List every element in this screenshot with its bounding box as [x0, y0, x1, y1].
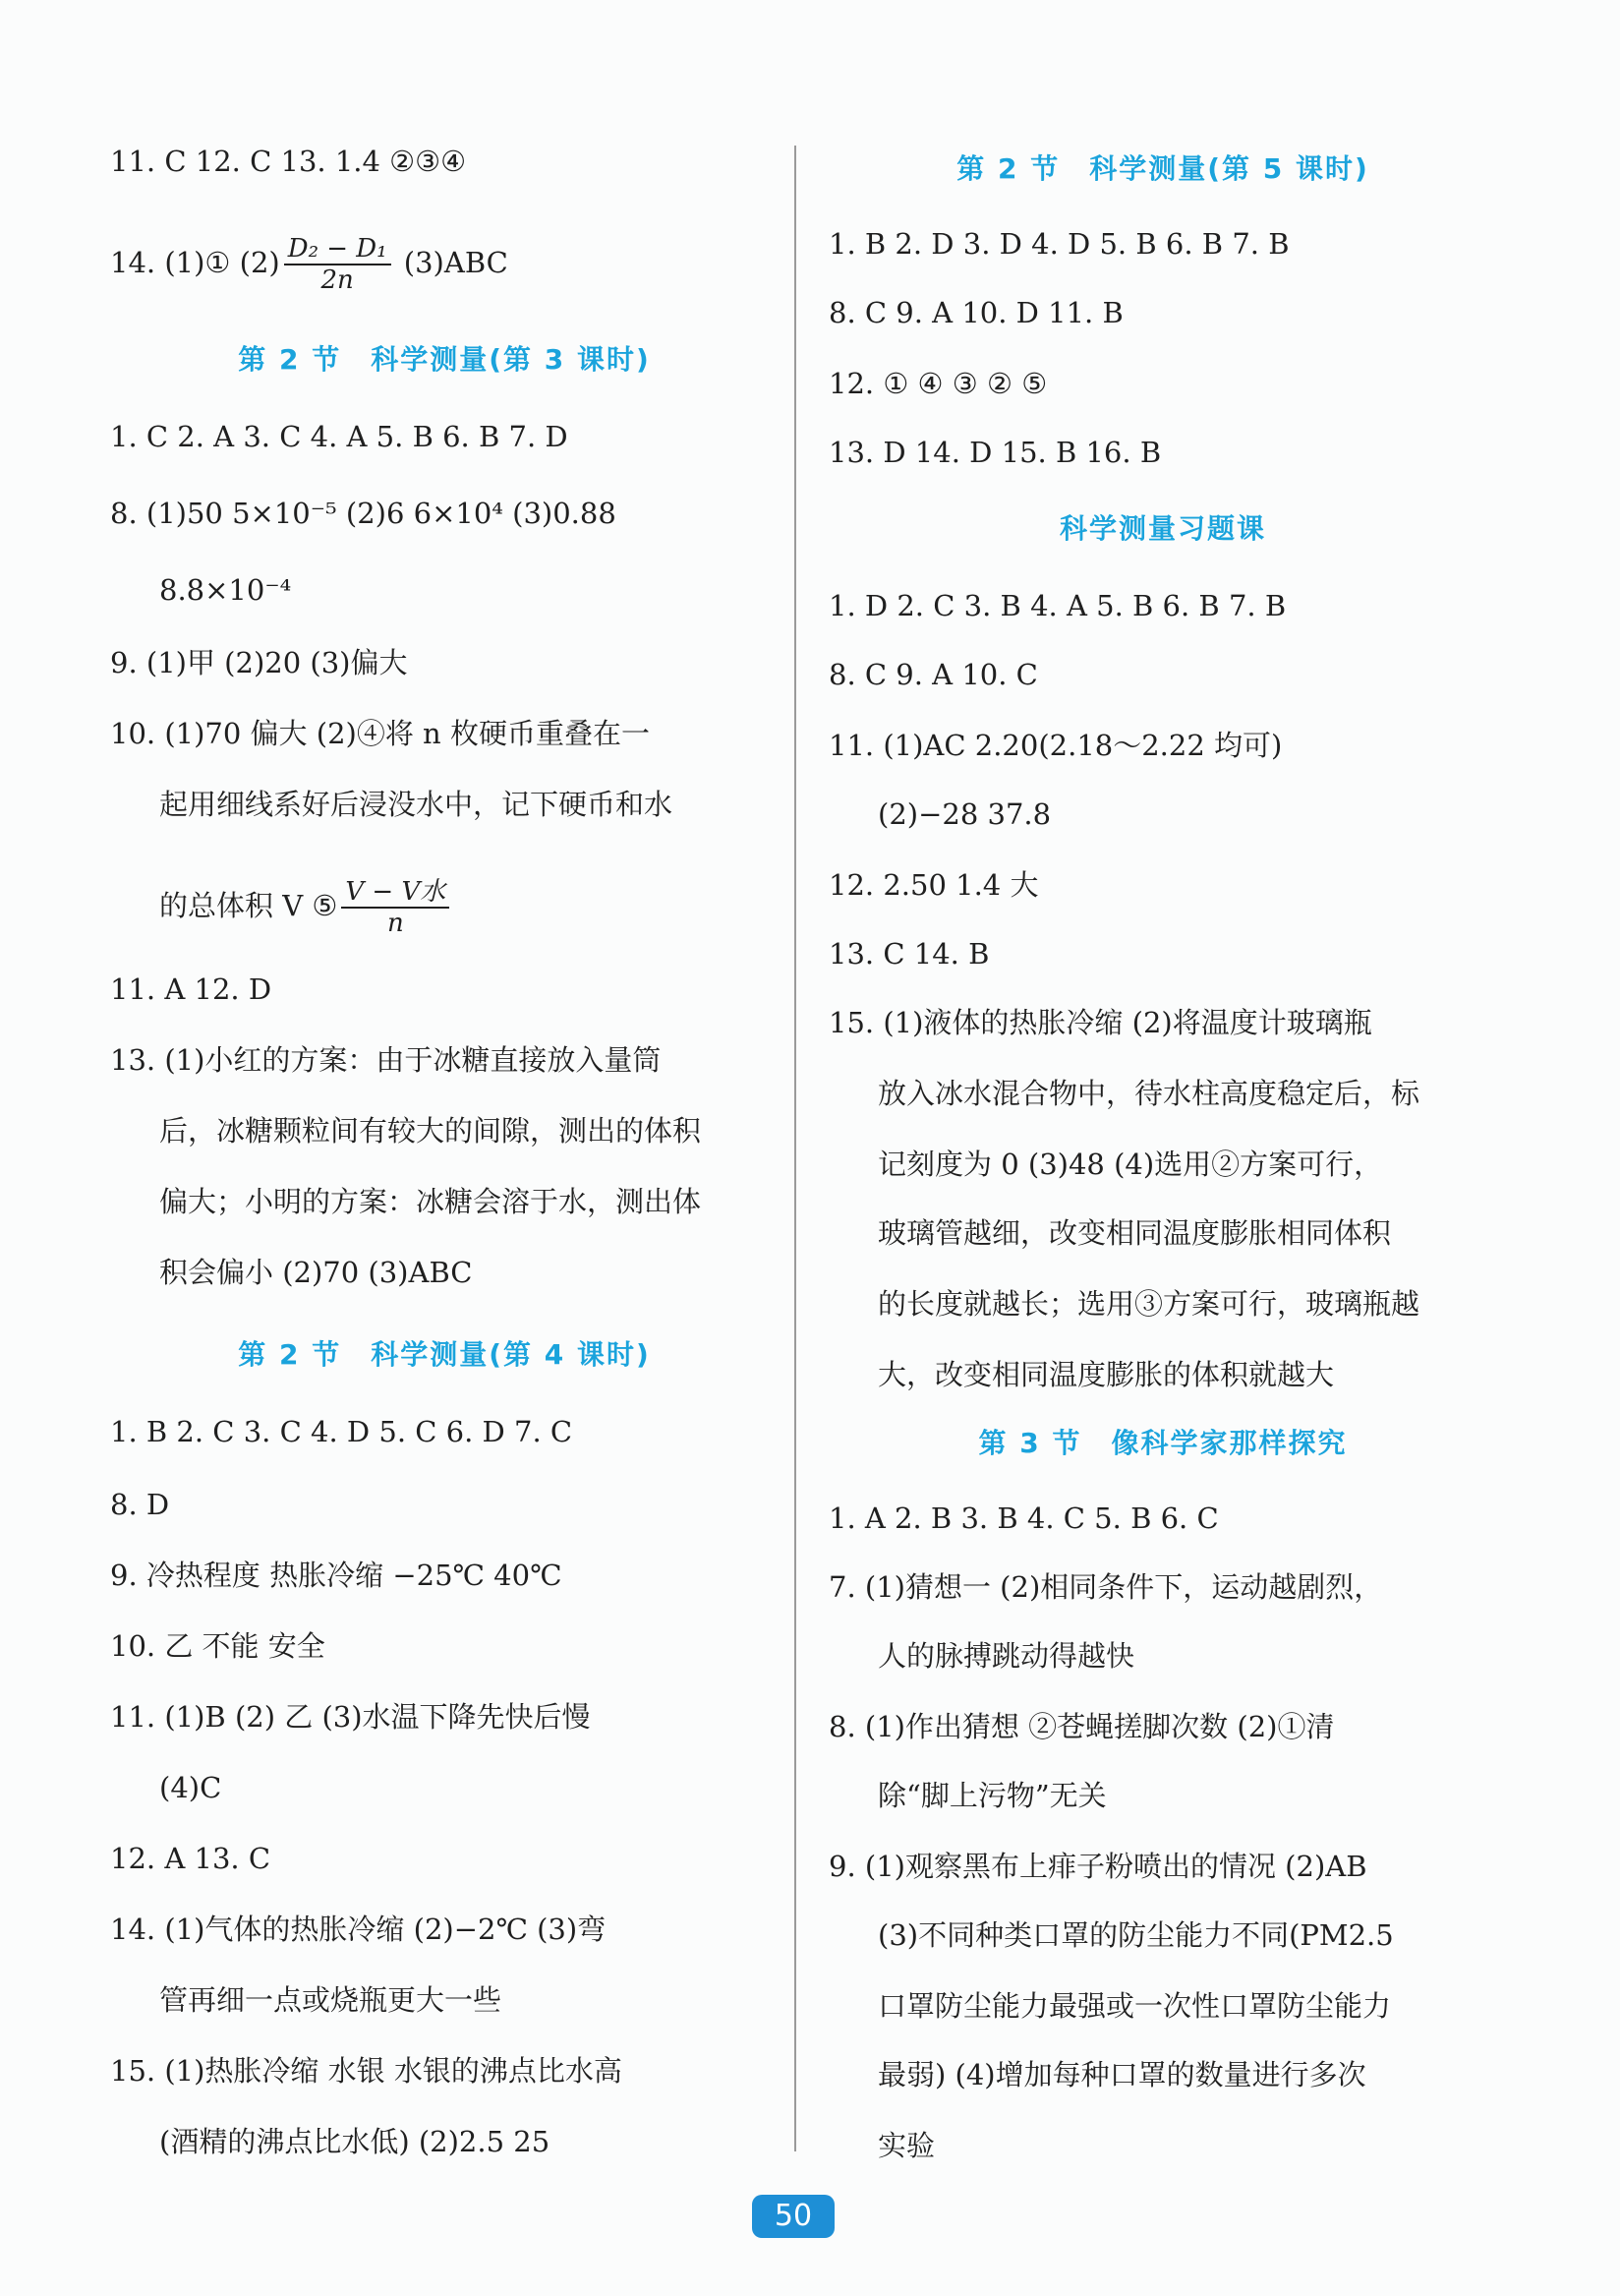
answer-line: 偏大；小明的方案：冰糖会溶于水，测出体: [159, 1185, 702, 1218]
answer-line: (酒精的沸点比水低) (2)2.5 25: [159, 2125, 550, 2158]
answer-line: 8. D: [110, 1488, 170, 1521]
answer-line: (2)−28 37.8: [878, 797, 1052, 831]
answer-line: 大，改变相同温度膨胀的体积就越大: [878, 1358, 1335, 1391]
answer-line: 10. (1)70 偏大 (2)④将 n 枚硬币重叠在一: [110, 717, 650, 750]
answer-line: 7. (1)猜想一 (2)相同条件下，运动越剧烈，: [829, 1570, 1383, 1604]
answer-line: 15. (1)热胀冷缩 水银 水银的沸点比水高: [110, 2054, 622, 2088]
fraction: [341, 877, 449, 938]
fraction: [284, 234, 391, 295]
answer-line: 除“脚上污物”无关: [878, 1779, 1107, 1812]
answer-line: 最弱) (4)增加每种口罩的数量进行多次: [878, 2058, 1366, 2091]
answer-line: 后，冰糖颗粒间有较大的间隙，测出的体积: [159, 1114, 702, 1148]
answer-line: 8. (1)50 5×10⁻⁵ (2)6 6×10⁴ (3)0.88: [110, 497, 616, 530]
answer-line: 玻璃管越细，改变相同温度膨胀相同体积: [878, 1216, 1392, 1250]
fraction-denominator: 2n: [320, 265, 354, 295]
answer-line: 11. C 12. C 13. 1.4 ②③④: [110, 145, 467, 178]
section-heading: 科学测量习题课: [1059, 512, 1266, 545]
answer-line: 10. 乙 不能 安全: [110, 1629, 325, 1663]
answer-text: (3)ABC: [394, 246, 508, 279]
answer-line: 8. C 9. A 10. C: [829, 658, 1038, 691]
answer-line: 15. (1)液体的热胀冷缩 (2)将温度计玻璃瓶: [829, 1006, 1372, 1039]
answer-line: 11. (1)AC 2.20(2.18～2.22 均可): [829, 729, 1283, 762]
answer-line: 12. A 13. C: [110, 1842, 271, 1875]
answer-line: 1. B 2. C 3. C 4. D 5. C 6. D 7. C: [110, 1415, 573, 1448]
answer-line: 12. ① ④ ③ ② ⑤: [829, 367, 1048, 400]
answer-line: 11. A 12. D: [110, 972, 272, 1006]
answer-line: 11. (1)B (2) 乙 (3)水温下降先快后慢: [110, 1700, 591, 1734]
answer-line: 起用细线系好后浸没水中，记下硬币和水: [159, 788, 673, 821]
answer-line: 9. (1)甲 (2)20 (3)偏大: [110, 646, 408, 679]
answer-line: 8. C 9. A 10. D 11. B: [829, 296, 1124, 329]
fraction-numerator: V − V水: [341, 877, 449, 909]
answer-line: (3)不同种类口罩的防尘能力不同(PM2.5: [878, 1918, 1394, 1952]
page-number-badge: 50: [752, 2195, 835, 2238]
answer-text: 14. (1)① (2): [110, 246, 280, 279]
answer-line: 12. 2.50 1.4 大: [829, 868, 1039, 902]
answer-line: 1. D 2. C 3. B 4. A 5. B 6. B 7. B: [829, 589, 1287, 622]
answer-text: 的总体积 V ⑤: [159, 889, 338, 922]
answer-line: 8.8×10⁻⁴: [159, 573, 292, 607]
answer-line: 9. (1)观察黑布上痱子粉喷出的情况 (2)AB: [829, 1850, 1367, 1883]
answer-line-with-fraction: [110, 234, 508, 295]
answer-line: 1. A 2. B 3. B 4. C 5. B 6. C: [829, 1501, 1219, 1535]
answer-line: 14. (1)气体的热胀冷缩 (2)−2℃ (3)弯: [110, 1913, 607, 1946]
section-heading: 第 2 节 科学测量(第 5 课时): [956, 152, 1369, 185]
answer-line: 积会偏小 (2)70 (3)ABC: [159, 1256, 473, 1289]
fraction-denominator: n: [386, 909, 404, 938]
answer-line-with-fraction: [159, 877, 453, 938]
answer-line: 13. D 14. D 15. B 16. B: [829, 436, 1162, 469]
answer-line: 8. (1)作出猜想 ②苍蝇搓脚次数 (2)①清: [829, 1710, 1335, 1743]
answer-line: 13. C 14. B: [829, 937, 990, 971]
answer-line: (4)C: [159, 1771, 222, 1804]
section-heading: 第 2 节 科学测量(第 3 课时): [238, 343, 651, 376]
answer-line: 管再细一点或烧瓶更大一些: [159, 1983, 502, 2017]
answer-line: 9. 冷热程度 热胀冷缩 −25℃ 40℃: [110, 1559, 562, 1592]
column-divider: [794, 146, 796, 2151]
answer-line: 人的脉搏跳动得越快: [878, 1639, 1135, 1673]
answer-line: 1. B 2. D 3. D 4. D 5. B 6. B 7. B: [829, 227, 1290, 261]
answer-line: 实验: [878, 2129, 936, 2162]
section-heading: 第 3 节 像科学家那样探究: [978, 1427, 1348, 1459]
fraction-numerator: D₂ − D₁: [284, 234, 391, 265]
answer-line: 1. C 2. A 3. C 4. A 5. B 6. B 7. D: [110, 420, 568, 453]
answer-line: 的长度就越长；选用③方案可行，玻璃瓶越: [878, 1287, 1420, 1321]
answer-line: 13. (1)小红的方案：由于冰糖直接放入量筒: [110, 1043, 662, 1077]
answer-line: 记刻度为 0 (3)48 (4)选用②方案可行，: [878, 1148, 1383, 1181]
section-heading: 第 2 节 科学测量(第 4 课时): [238, 1338, 651, 1371]
answer-line: 放入冰水混合物中，待水柱高度稳定后，标: [878, 1077, 1420, 1110]
answer-line: 口罩防尘能力最强或一次性口罩防尘能力: [878, 1989, 1392, 2023]
